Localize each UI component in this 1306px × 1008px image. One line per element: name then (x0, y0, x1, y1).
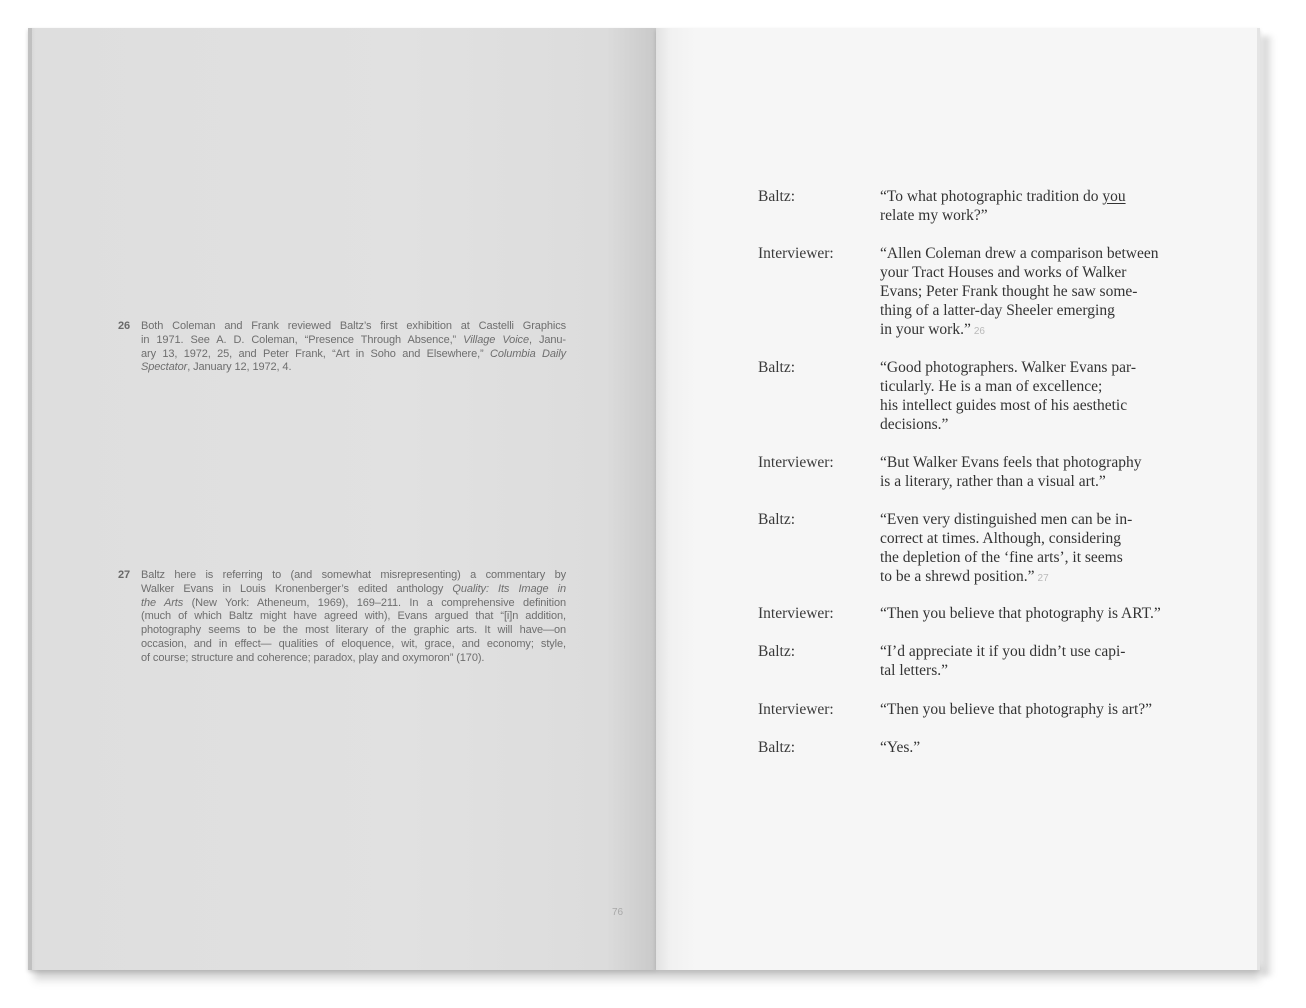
text-run: “Good photographers. Walker Evans par- (880, 359, 1136, 376)
footnote-line (141, 334, 566, 348)
quote-line (880, 206, 1126, 225)
speaker-label: Baltz: (758, 511, 796, 528)
quote-text (880, 187, 1126, 225)
quote-line (880, 377, 1136, 396)
quote-text (880, 700, 1152, 719)
text-run: Walker Evans in Louis Kronenberger’s edited anthology (141, 582, 453, 595)
italic-title: the Arts (141, 596, 184, 609)
quote-line (880, 301, 1158, 320)
quote-line (880, 738, 920, 757)
footnote-line (141, 610, 566, 624)
speaker-label: Baltz: (758, 188, 796, 205)
quote-line (880, 358, 1136, 377)
footnote-text (141, 569, 566, 666)
footnote-line (141, 320, 566, 334)
text-run: is a literary, rather than a visual art.” (880, 473, 1106, 491)
speaker-label: Baltz: (758, 359, 796, 376)
speaker-label: Interviewer: (758, 701, 834, 718)
page-number: 76 (612, 907, 624, 918)
quote-line (880, 187, 1126, 206)
footnote-line (141, 624, 566, 638)
quote-text (880, 738, 920, 757)
text-run: in your work.” (880, 321, 971, 339)
quote-line (880, 263, 1158, 282)
text-run: the depletion of the ‘fine arts’, it seems (880, 549, 1123, 567)
footnote-line (141, 569, 566, 583)
quote-line (880, 320, 1158, 341)
text-run: , Janu- (528, 333, 566, 346)
quote-line (880, 510, 1132, 529)
italic-title: Spectator (141, 361, 188, 374)
book-shadow-bottom (34, 968, 1260, 984)
text-run: “Even very distinguished men can be in- (880, 511, 1133, 528)
quote-line (880, 453, 1141, 472)
quote-text (880, 642, 1125, 680)
quote-line (880, 604, 1161, 623)
footnote-line (141, 348, 566, 362)
quote-line (880, 396, 1136, 415)
text-run: “To what photographic tradition do (880, 188, 1103, 205)
quote-text (880, 244, 1158, 341)
text-run: “But Walker Evans feels that photography (880, 454, 1142, 471)
speaker-label: Interviewer: (758, 454, 834, 471)
text-run: your Tract Houses and works of Walker (880, 264, 1127, 282)
text-run: his intellect guides most of his aesthetic (880, 397, 1128, 415)
text-run: “I’d appreciate it if you didn’t use capi- (880, 643, 1126, 660)
quote-line (880, 529, 1132, 548)
text-run: Evans; Peter Frank thought he saw some- (880, 283, 1138, 301)
footnote-line (141, 638, 566, 652)
quote-text (880, 604, 1161, 623)
quote-line (880, 661, 1125, 680)
text-run: “Allen Coleman drew a comparison between (880, 245, 1159, 262)
right-page (656, 28, 1260, 970)
text-run: in 1971. See A. D. Coleman, “Presence Through Absence,” (141, 333, 464, 346)
italic-title: Columbia Daily (490, 347, 566, 360)
text-run: Baltz here is referring to (and somewhat misrepresenting) a commentary by (141, 569, 566, 581)
text-run: , January 12, 1972, 4. (187, 361, 292, 374)
speaker-label: Interviewer: (758, 605, 834, 622)
footnote-reference: 26 (973, 326, 985, 338)
quote-line (880, 642, 1125, 661)
footnote-reference: 27 (1037, 573, 1049, 585)
text-run: “Then you believe that photography is art?” (880, 701, 1153, 718)
underlined-word: you (1102, 188, 1126, 205)
speaker-label: Baltz: (758, 643, 796, 660)
text-run: correct at times. Although, considering (880, 530, 1122, 548)
left-page (28, 28, 656, 970)
text-run: relate my work?” (880, 207, 988, 225)
quote-line (880, 244, 1158, 263)
quote-line (880, 472, 1141, 491)
footnote-text (141, 320, 566, 375)
text-run: photography seems to be the most literary of the graphic arts. It will have—on (141, 624, 566, 637)
text-run: decisions.” (880, 416, 949, 434)
text-run: (New York: Atheneum, 1969), 169–211. In a comprehensive definition (183, 596, 566, 609)
quote-text (880, 510, 1132, 588)
footnote-line (141, 583, 566, 597)
text-run: ticularly. He is a man of excellence; (880, 378, 1103, 396)
text-run: ary 13, 1972, 25, and Peter Frank, “Art in Soho and Elsewhere,” (141, 347, 490, 360)
footnote-line (141, 597, 566, 611)
text-run: of course; structure and coherence; paradox, play and oxymoron” (170). (141, 651, 485, 664)
quote-line (880, 282, 1158, 301)
text-run: to be a shrewd position.” (880, 568, 1035, 586)
text-run: occasion, and in effect— qualities of eloquence, wit, grace, and economy; style, (141, 637, 566, 650)
quote-text (880, 358, 1136, 434)
left-page-edge (28, 28, 32, 970)
quote-line (880, 548, 1132, 567)
text-run: Both Coleman and Frank reviewed Baltz’s first exhibition at Castelli Graphics (141, 320, 566, 332)
quote-text (880, 453, 1141, 491)
speaker-label: Interviewer: (758, 245, 834, 262)
italic-title: Quality: Its Image in (452, 582, 566, 595)
quote-line (880, 567, 1132, 588)
footnote-number: 26 (118, 320, 131, 332)
quote-line (880, 700, 1152, 719)
right-page-edge (1257, 28, 1260, 970)
footnote-line (141, 361, 566, 375)
text-run: (much of which Baltz might have agreed with), Evans argued that “[i]n addition, (141, 610, 566, 623)
text-run: “Yes.” (880, 739, 921, 756)
footnote-line (141, 652, 566, 666)
footnote-number: 27 (118, 569, 131, 581)
italic-title: Village Voice (463, 333, 529, 346)
speaker-label: Baltz: (758, 739, 796, 756)
quote-line (880, 415, 1136, 434)
text-run: tal letters.” (880, 662, 948, 680)
text-run: thing of a latter-day Sheeler emerging (880, 302, 1115, 320)
book-shadow-right (1262, 36, 1274, 976)
text-run: “Then you believe that photography is ART.” (880, 605, 1161, 622)
